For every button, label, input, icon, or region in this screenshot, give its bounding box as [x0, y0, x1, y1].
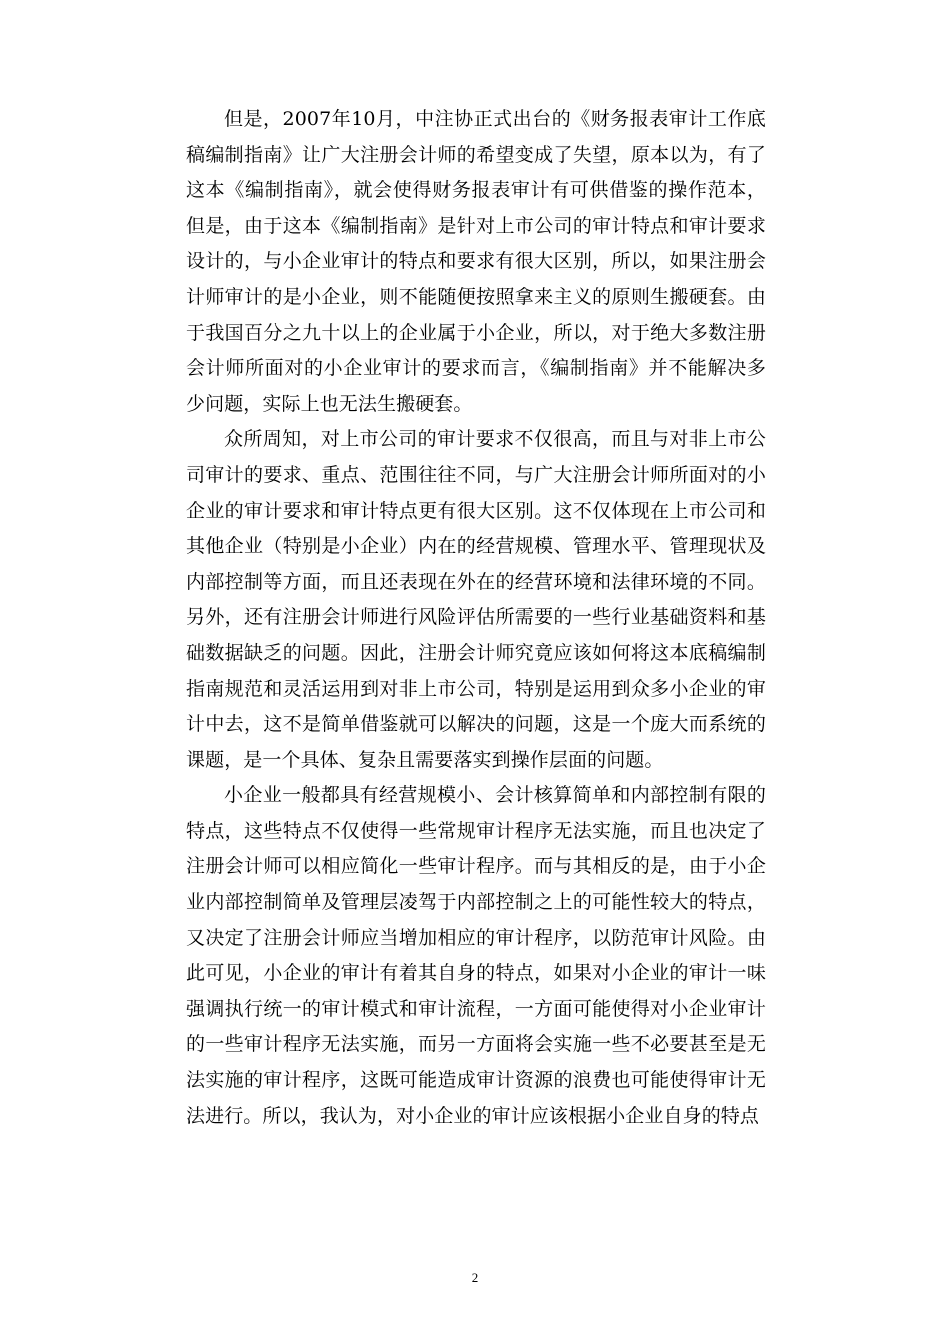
- document-body: [186, 102, 766, 1134]
- paragraph-1: 但是，2007年10月，中注协正式出台的《财务报表审计工作底稿编制指南》让广大注册会计师的希望变成了失望，原本以为，有了这本《编制指南》，就会使得财务报表审计有可供借鉴的操作范本，但是，由于这本《编制指南》是针对上市公司的审计特点和审计要求设计的，与小企业审计的特点和要求有很大区别，所以，如果注册会计师审计的是小企业，则不能随便按照拿来主义的原则生搬硬套。由于我国百分之九十以上的企业属于小企业，所以，对于绝大多数注册会计师所面对的小企业审计的要求而言，《编制指南》并不能解决多少问题，实际上也无法生搬硬套。: [186, 108, 766, 415]
- paragraph-2: 众所周知，对上市公司的审计要求不仅很高，而且与对非上市公司审计的要求、重点、范围往往不同，与广大注册会计师所面对的小企业的审计要求和审计特点更有很大区别。这不仅体现在上市公司和其他企业（特别是小企业）内在的经营规模、管理水平、管理现状及内部控制等方面，而且还表现在外在的经营环境和法律环境的不同。另外，还有注册会计师进行风险评估所需要的一些行业基础资料和基础数据缺乏的问题。因此，注册会计师究竟应该如何将这本底稿编制指南规范和灵活运用到对非上市公司，特别是运用到众多小企业的审计中去，这不是简单借鉴就可以解决的问题，这是一个庞大而系统的课题，是一个具体、复杂且需要落实到操作层面的问题。: [186, 428, 766, 771]
- paragraph-3: 小企业一般都具有经营规模小、会计核算简单和内部控制有限的特点，这些特点不仅使得一些常规审计程序无法实施，而且也决定了注册会计师可以相应简化一些审计程序。而与其相反的是，由于小企业内部控制简单及管理层凌驾于内部控制之上的可能性较大的特点，又决定了注册会计师应当增加相应的审计程序，以防范审计风险。由此可见，小企业的审计有着其自身的特点，如果对小企业的审计一味强调执行统一的审计模式和审计流程，一方面可能使得对小企业审计的一些审计程序无法实施，而另一方面将会实施一些不必要甚至是无法实施的审计程序，这既可能造成审计资源的浪费也可能使得审计无法进行。所以，我认为，对小企业的审计应该根据小企业自身的特点: [186, 784, 766, 1127]
- page-number: 2: [471, 1270, 479, 1285]
